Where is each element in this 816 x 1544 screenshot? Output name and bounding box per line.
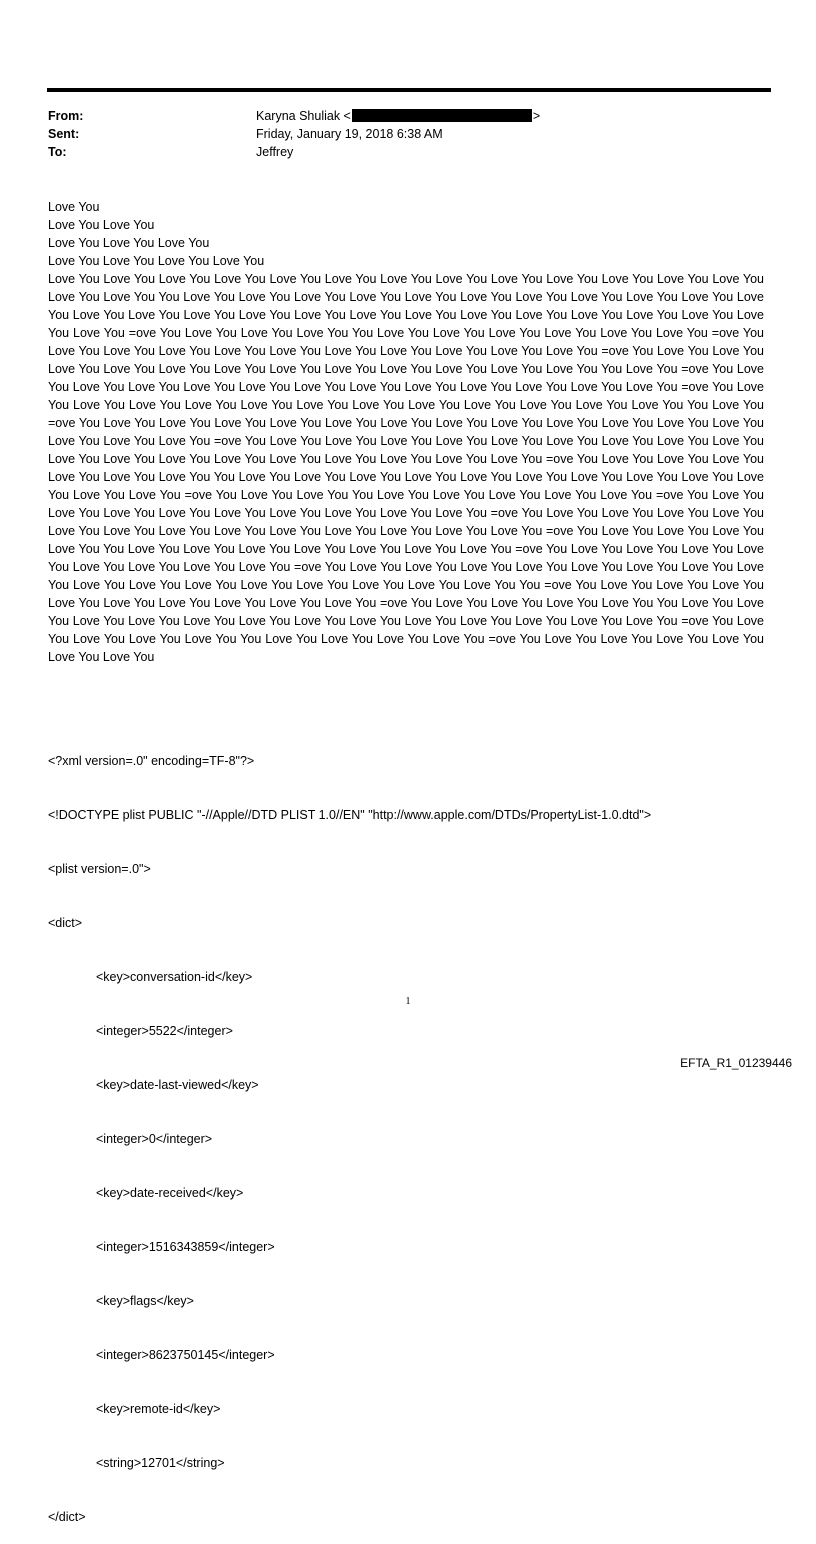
xml-line: <integer>0</integer>	[96, 1132, 213, 1146]
from-row	[48, 107, 768, 125]
xml-line: <!DOCTYPE plist PUBLIC "-//Apple//DTD PLIST 1.0//EN" "http://www.apple.com/DTDs/PropertyList-1.0.dtd">	[48, 808, 652, 822]
xml-line: <key>conversation-id</key>	[96, 970, 253, 984]
xml-line: <key>remote-id</key>	[96, 1402, 221, 1416]
from-value	[256, 107, 768, 125]
xml-line: </dict>	[48, 1510, 86, 1524]
xml-line: <string>12701</string>	[96, 1456, 225, 1470]
to-value: Jeffrey	[256, 145, 294, 159]
sent-row	[48, 125, 768, 143]
header-rule	[47, 88, 771, 92]
xml-line: <?xml version=.0" encoding=TF-8"?>	[48, 754, 255, 768]
plist-block	[48, 716, 768, 1544]
from-close: >	[532, 109, 541, 123]
body-line: Love You	[48, 200, 100, 214]
body-paragraph: Love You Love You Love You Love You Love You Love You Love You Love You Love You Love You Love You Love You Love You Love You Love You You Love You Love You Love You Love You Love You Love You Love You Love You Love You Love You Love You Love You Love You Love You Love You Love You Love You Love You Love You Love You Love You Love You Love You Love You Love You =ove You Love You Love You Love You You Love You Love You Love You Love You Love You Love You =ove You Love You Love You Love You Love You Love You Love You Love You Love You Love You Love You =ove You Love You Love You Love You Love You Love You Love You Love You Love You Love You Love You Love You Love You You Love You =ove You Love You Love You Love You Love You Love You Love You Love You Love You Love You Love You Love You Love You =ove You Love You Love You Love You Love You Love You Love You Love You Love You Love You Love You Love You Love You You Love You =ove You Love You Love You Love You Love You Love You Love You Love You Love You Love You Love You Love You Love You Love You Love You Love You =ove You Love You Love You Love You Love You Love You Love You Love You Love You Love You Love You Love You Love You Love You Love You Love You Love You Love You Love You =ove You Love You Love You Love You Love You Love You Love You You Love You Love You Love You Love You Love You Love You Love You Love You Love You Love You Love You Love You =ove You Love You Love You You Love You Love You Love You Love You Love You =ove You Love You Love You Love You Love You Love You Love You Love You Love You Love You =ove You Love You Love You Love You Love You Love You Love You Love You Love You Love You Love You Love You Love You Love You =ove You Love You Love You Love You Love You You Love You Love You Love You Love You Love You Love You Love You =ove You Love You Love You Love You Love You Love You Love You Love You Love You =ove You Love You Love You Love You Love You Love You Love You Love You Love You Love You Love You Love You Love You Love You Love You Love You Love You You =ove You Love You Love You Love You Love You Love You Love You Love You Love You Love You =ove You Love You Love You Love You Love You You Love You Love You Love You Love You Love You Love You Love You Love You Love You Love You Love You Love You Love You =ove You Love You Love You Love You Love You You Love You Love You Love You Love You =ove You Love You Love You Love You Love You Love You Love You	[48, 272, 764, 664]
xml-line: <key>flags</key>	[96, 1294, 194, 1308]
body-line: Love You Love You Love You Love You	[48, 254, 265, 268]
bates-number: EFTA_R1_01239446	[680, 1056, 792, 1070]
xml-line: <dict>	[48, 916, 83, 930]
from-label: From:	[48, 109, 84, 123]
body-line: Love You Love You Love You	[48, 236, 210, 250]
to-label: To:	[48, 145, 67, 159]
to-row	[48, 143, 768, 161]
xml-line: <plist version=.0">	[48, 862, 151, 876]
sent-value: Friday, January 19, 2018 6:38 AM	[256, 127, 443, 141]
redaction-bar	[352, 109, 532, 122]
xml-line: <integer>5522</integer>	[96, 1024, 233, 1038]
xml-line: <integer>8623750145</integer>	[96, 1348, 275, 1362]
sent-label: Sent:	[48, 127, 80, 141]
page-number: 1	[405, 996, 411, 1007]
xml-line: <integer>1516343859</integer>	[96, 1240, 275, 1254]
xml-line: <key>date-received</key>	[96, 1186, 244, 1200]
from-name: Karyna Shuliak <	[256, 109, 351, 123]
message-body	[48, 198, 764, 666]
email-header	[48, 107, 768, 161]
body-line: Love You Love You	[48, 218, 155, 232]
xml-line: <key>date-last-viewed</key>	[96, 1078, 259, 1092]
